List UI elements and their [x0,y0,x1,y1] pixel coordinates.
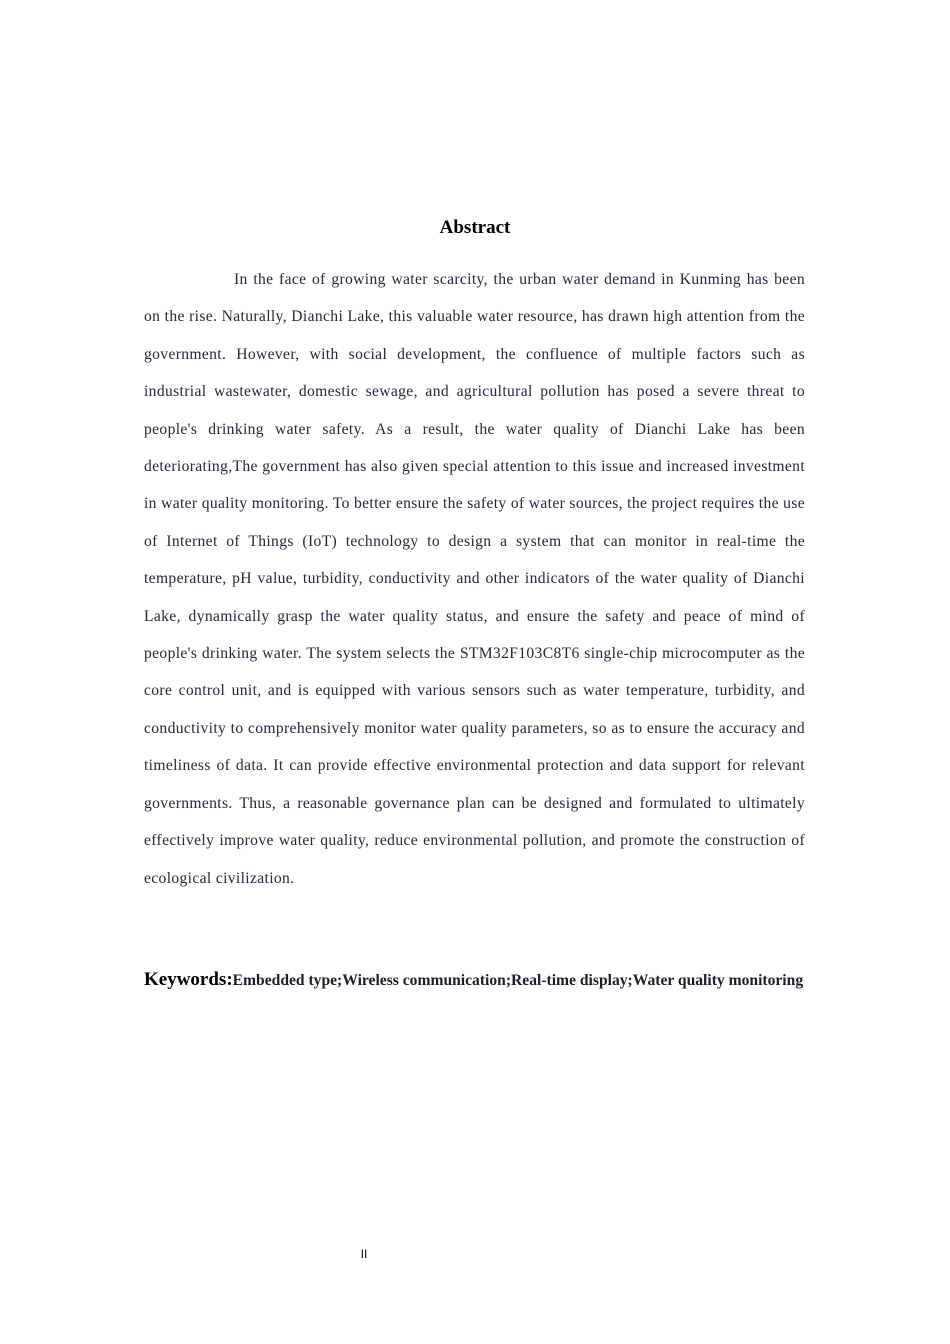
page-number: II [360,1247,368,1261]
abstract-title: Abstract [439,217,511,238]
keywords-text: Embedded type;Wireless communication;Real-time display;Water quality monitoring [232,972,804,989]
abstract-body: In the face of growing water scarcity, the urban water demand in Kunming has been on the rise. Naturally, Dianchi Lake, this valuable water resource, has drawn high attention from the government. However, with social development, the confluence of multiple factors such as industrial wastewater, domestic sewage, and agricultural pollution has posed a severe threat to people's drinking water safety. As a result, the water quality of Dianchi Lake has been deteriorating,The government has also given special attention to this issue and increased investment in water quality monitoring. To better ensure the safety of water sources, the project requires the use of Internet of Things (IoT) technology to design a system that can monitor in real-time the temperature, pH value, turbidity, conductivity and other indicators of the water quality of Dianchi Lake, dynamically grasp the water quality status, and ensure the safety and peace of mind of people's drinking water. The system selects the STM32F103C8T6 single-chip microcomputer as the core control unit, and is equipped with various sensors such as water temperature, turbidity, and conductivity to comprehensively monitor water quality parameters, so as to ensure the accuracy and timeliness of data. It can provide effective environmental protection and data support for relevant governments. Thus, a reasonable governance plan can be designed and formulated to ultimately effectively improve water quality, reduce environmental pollution, and promote the construction of ecological civilization. [144,271,805,887]
keywords-label: Keywords: [144,969,233,990]
keywords-line [144,968,805,993]
